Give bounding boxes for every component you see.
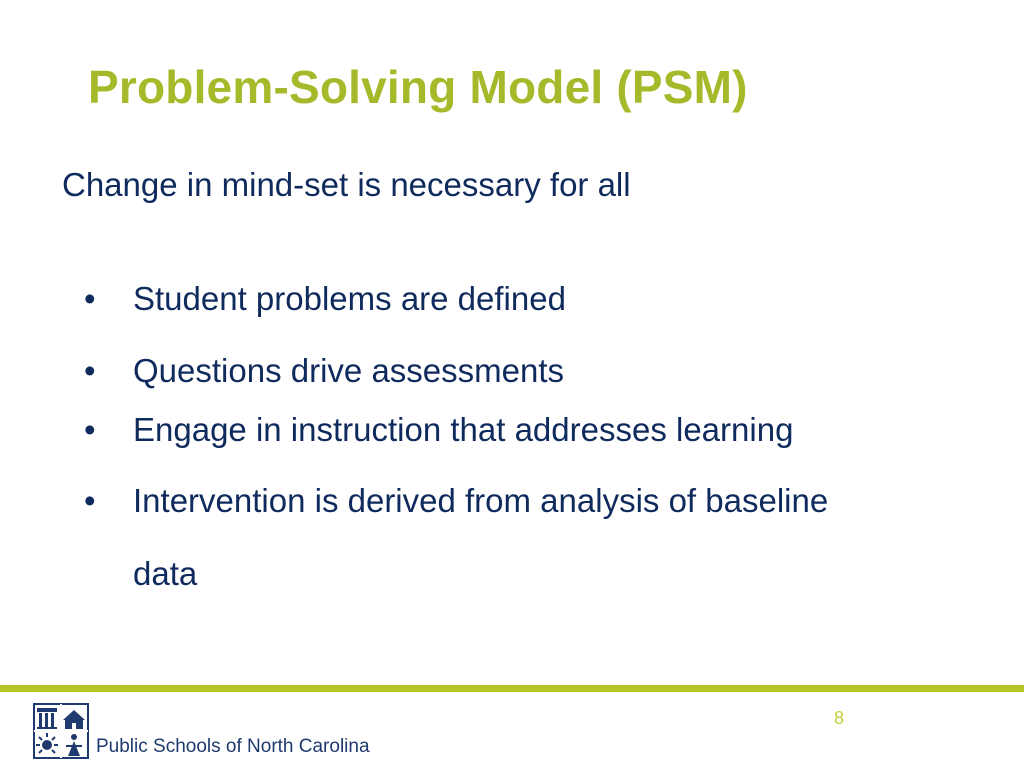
page-number: 8	[834, 708, 845, 728]
nc-public-schools-logo-icon	[32, 702, 90, 760]
bullet-text: Engage in instruction that addresses learning	[133, 411, 794, 448]
bullet-continuation-text: data	[133, 555, 198, 592]
bullet-dot: •	[84, 352, 96, 389]
slide-subtitle: Change in mind-set is necessary for all	[62, 166, 631, 203]
slide-title: Problem-Solving Model (PSM)	[88, 61, 748, 113]
bullet-dot: •	[84, 280, 96, 317]
footer-divider	[0, 685, 1024, 692]
bullet-dot: •	[84, 482, 96, 519]
bullet-dot: •	[84, 411, 96, 448]
bullet-text: Student problems are defined	[133, 280, 566, 317]
org-name: Public Schools of North Carolina	[96, 736, 370, 757]
bullet-text: Intervention is derived from analysis of baseline	[133, 482, 829, 519]
bullet-text: Questions drive assessments	[133, 352, 565, 389]
